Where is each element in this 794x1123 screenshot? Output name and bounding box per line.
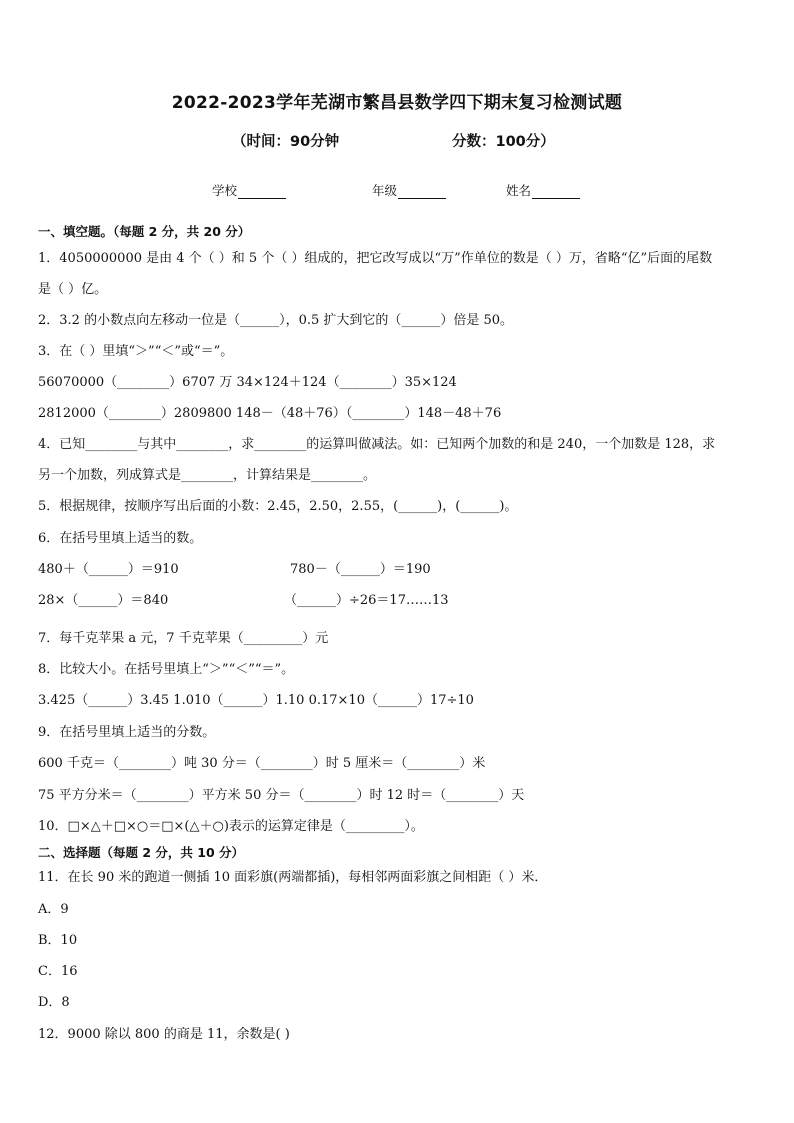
question-9-row-2: 75 平方分米＝（________）平方米 50 分＝（________）时 12 时＝（________）天 [38, 788, 525, 803]
grade-field [372, 181, 446, 199]
page-title: 2022-2023学年芜湖市繁昌县数学四下期末复习检测试题 [171, 93, 623, 113]
question-7: 7．每千克苹果 a 元，7 千克苹果（_________）元 [38, 631, 329, 646]
question-10: 10．□×△＋□×○＝□×(△＋○)表示的运算定律是（_________）。 [38, 819, 424, 834]
grade-label: 年级 [372, 183, 398, 198]
question-6-row-1-left: 480＋（______）＝910 [38, 562, 179, 577]
section-heading-fill: 一、填空题。（每题 2 分，共 20 分） [38, 224, 251, 239]
question-4-line-2: 另一个加数，列成算式是________，计算结果是________。 [38, 468, 377, 483]
question-12: 12．9000 除以 800 的商是 11，余数是( ) [38, 1027, 290, 1042]
question-11-option-d: D．8 [38, 995, 70, 1010]
question-8-row: 3.425（______）3.45 1.010（______）1.10 0.17×10（______）17÷10 [38, 693, 474, 708]
question-1-line-2: 是（ ）亿。 [38, 282, 108, 297]
grade-blank[interactable] [398, 185, 446, 199]
question-11: 11．在长 90 米的跑道一侧插 10 面彩旗(两端都插)，每相邻两面彩旗之间相距（ ）米． [38, 870, 548, 885]
school-field [212, 181, 286, 199]
question-3-row-1: 56070000（________）6707 万 34×124＋124（________）35×124 [38, 375, 457, 390]
name-blank[interactable] [532, 185, 580, 199]
question-4-line-1: 4．已知________与其中________，求________的运算叫做减法。如：已知两个加数的和是 240，一个加数是 128，求 [38, 437, 716, 452]
question-6-row-2-right: （______）÷26＝17……13 [284, 593, 449, 608]
question-9-row-1: 600 千克＝（________）吨 30 分＝（________）时 5 厘米＝（________）米 [38, 756, 486, 771]
question-11-option-c: C．16 [38, 964, 78, 979]
question-5: 5．根据规律，按顺序写出后面的小数：2.45，2.50，2.55，(______)，(______)。 [38, 499, 518, 514]
question-3-row-2: 2812000（________）2809800 148－（48＋76）（________）148－48＋76 [38, 406, 502, 421]
question-3: 3．在（ ）里填“＞”“＜”或“＝”。 [38, 344, 234, 359]
question-6-row-2-left: 28×（______）＝840 [38, 593, 169, 608]
question-11-option-b: B．10 [38, 933, 78, 948]
section-heading-choice: 二、选择题（每题 2 分，共 10 分） [38, 845, 245, 860]
time-label: （时间：90分钟 [232, 134, 340, 150]
name-field [506, 181, 580, 199]
school-label: 学校 [212, 183, 238, 198]
question-6: 6．在括号里填上适当的数。 [38, 531, 203, 546]
question-1-line-1: 1．4050000000 是由 4 个（ ）和 5 个（ ）组成的，把它改写成以“万”作单位的数是（ ）万，省略“亿”后面的尾数 [38, 251, 713, 266]
name-label: 姓名 [506, 183, 532, 198]
question-8: 8．比较大小。在括号里填上“＞”“＜”“＝”。 [38, 662, 295, 677]
question-9: 9．在括号里填上适当的分数。 [38, 725, 216, 740]
question-6-row-1-right: 780－（______）＝190 [290, 562, 431, 577]
question-2: 2．3.2 的小数点向左移动一位是（______），0.5 扩大到它的（______）倍是 50。 [38, 313, 514, 328]
score-label: 分数：100分） [452, 134, 555, 150]
school-blank[interactable] [238, 185, 286, 199]
question-11-option-a: A．9 [38, 902, 69, 917]
